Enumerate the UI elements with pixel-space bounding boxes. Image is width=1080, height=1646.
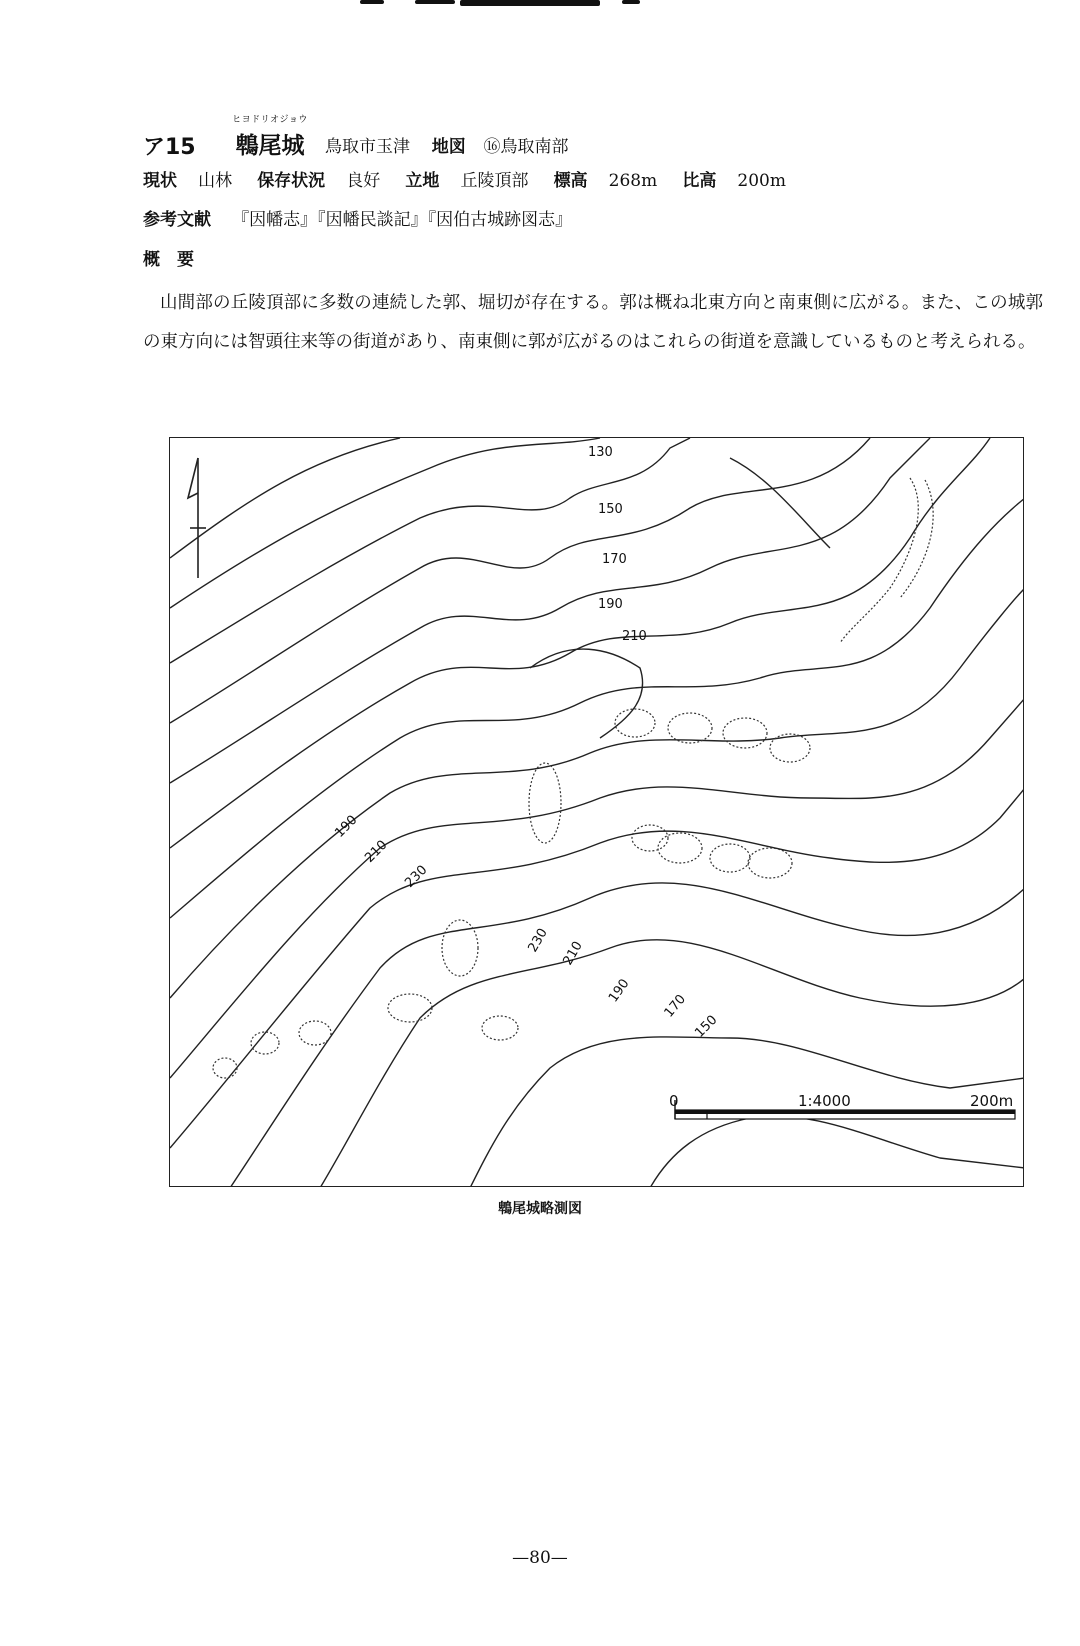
current-value: 山林 <box>198 171 233 191</box>
contour-label-west-2: 210 <box>362 837 391 866</box>
status-row <box>143 166 806 191</box>
relative-height-label: 比高 <box>682 171 717 191</box>
references-row <box>143 205 592 230</box>
map-label: 地図 <box>431 137 466 157</box>
preservation-value: 良好 <box>346 171 381 191</box>
scale-bar <box>669 1092 1015 1119</box>
entry-id: ア15 <box>143 135 196 160</box>
map-value: ⑯鳥取南部 <box>483 137 569 157</box>
scale-start: 0 <box>669 1092 679 1110</box>
contour-label-north-4: 190 <box>598 597 623 612</box>
contour-label-north-5: 210 <box>622 629 647 644</box>
elevation-value: 268m <box>608 171 658 191</box>
survey-map <box>169 437 1024 1187</box>
site-value: 丘陵頂部 <box>460 171 529 191</box>
contour-label-south-5: 150 <box>692 1012 721 1041</box>
location: 鳥取市玉津 <box>325 137 410 157</box>
scale-end: 200m <box>970 1092 1014 1110</box>
contour-label-north-2: 150 <box>598 502 623 517</box>
contour-label-west-1: 190 <box>332 812 361 841</box>
north-arrow <box>188 458 206 578</box>
contour-label-north-3: 170 <box>602 552 627 567</box>
site-label: 立地 <box>405 171 440 191</box>
contour-label-group <box>332 445 720 1041</box>
contour-map-drawing <box>170 438 1024 1187</box>
entry-location-line <box>325 132 568 157</box>
contour-lines <box>170 438 1024 1187</box>
castle-name-block <box>225 112 315 160</box>
summary-heading-row <box>143 245 210 270</box>
top-edge-marks <box>360 0 720 6</box>
scale-bar-fill <box>675 1110 1015 1114</box>
contour-label-south-2: 210 <box>560 938 586 968</box>
current-label: 現状 <box>143 171 177 191</box>
preservation-label: 保存状況 <box>257 171 326 191</box>
contour-label-south-1: 230 <box>525 925 551 955</box>
map-caption: 鵯尾城略測図 <box>498 1201 582 1217</box>
elevation-label: 標高 <box>553 171 588 191</box>
castle-name: 鵯尾城 <box>235 133 305 159</box>
scale-ratio: 1:4000 <box>798 1092 851 1110</box>
contour-label-west-3: 230 <box>402 862 431 891</box>
references-label: 参考文献 <box>143 210 211 230</box>
relative-height-value: 200m <box>737 171 786 191</box>
castle-name-reading: ヒヨドリオジョウ <box>232 115 308 125</box>
references-value: 『因幡志』『因幡民談記』『因伯古城跡図志』 <box>232 210 573 230</box>
contour-label-south-4: 170 <box>661 991 690 1021</box>
page-number: —80— <box>512 1548 568 1568</box>
summary-text: 山間部の丘陵頂部に多数の連続した郭、堀切が存在する。郭は概ね北東方向と南東側に広がる。また、この城郭の東方向には智頭往来等の街道があり、南東側に郭が広がるのはこれらの街道を意識しているものと考えられる。 <box>143 293 1043 352</box>
contour-label-north-1: 130 <box>588 445 613 460</box>
summary-label: 概 要 <box>143 250 194 270</box>
contour-label-south-3: 190 <box>605 976 633 1006</box>
